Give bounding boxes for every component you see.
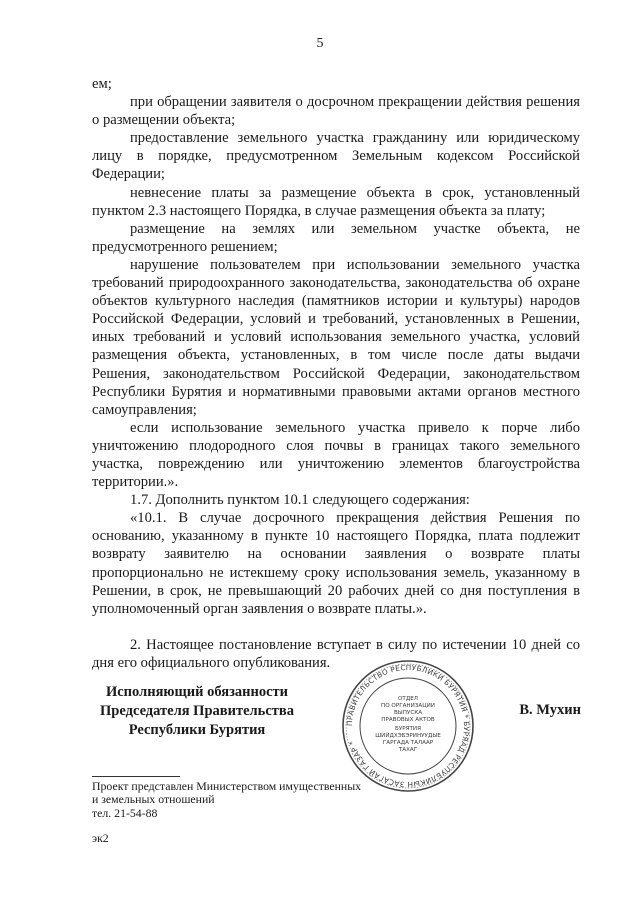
seal-inner-line: ГАРГАДА ТАЛААР	[382, 740, 434, 746]
document-body	[92, 75, 580, 672]
footnote-divider	[92, 776, 180, 777]
signatory-name: В. Мухин	[519, 702, 581, 718]
body-paragraph: нарушение пользователем при использовании земельного участка требований природоохранного законодательства, законодательства об охране объектов культурного наследия (памятников истории и культуры) народов Российской Федерации, условий и требований, установленных в Решении, иных требований и условий использования земельного участка, условий размещения объекта, установленных, в том числе после даты выдачи Решения, законодательством Российской Федерации, законодательством Республики Бурятия и нормативными правовыми актами органов местного самоуправления;	[92, 256, 580, 418]
document-code: эк2	[92, 831, 109, 845]
footnote-line: Проект представлен Министерством имущественных	[92, 779, 362, 793]
seal-inner-line: ПРАВОВЫХ АКТОВ	[381, 717, 435, 723]
seal-outer-text: ПРАВИТЕЛЬСТВО РЕСПУБЛИКИ БУРЯТИЯ * БУРЯАД РЕСПУБЛИКЫН ЗАСАГАЙ ГАЗАР *	[344, 662, 472, 790]
seal-inner-line: ТАХАГ	[398, 747, 418, 753]
official-seal	[340, 658, 476, 794]
body-paragraph: 2. Настоящее постановление вступает в силу по истечении 10 дней со дня его официального опубликования.	[92, 636, 580, 671]
seal-inner-line: ВЫПУСКА	[393, 710, 423, 716]
seal-inner-line: ШИЙДХЭБЭРИНУУДЫЕ	[375, 733, 441, 739]
seal-inner-line: ОТДЕЛ	[398, 696, 418, 702]
seal-inner-line: ПО ОРГАНИЗАЦИИ	[381, 703, 435, 709]
footnote-line: тел. 21-54-88	[92, 805, 158, 820]
signatory-position	[92, 683, 302, 740]
signatory-position-line: Республики Бурятия	[128, 722, 266, 738]
body-paragraph: при обращении заявителя о досрочном прекращении действия решения о размещении объекта;	[92, 94, 580, 129]
body-paragraph: если использование земельного участка привело к порче либо уничтожению плодородного слоя почвы в границах такого земельного участка, повреждению или уничтожению элементов благоустройства территории.».	[92, 419, 580, 491]
body-paragraph: размещение на землях или земельном участке объекта, не предусмотренного решением;	[92, 220, 580, 255]
signatory-position-line: Исполняющий обязанности	[105, 684, 289, 700]
seal-inner-line: БУРЯТИЯ	[395, 726, 421, 732]
body-paragraph: «10.1. В случае досрочного прекращения действия Решения по основанию, указанному в пункте 10 настоящего Порядка, плата подлежит возврату заявителю на основании заявления о возврате платы пропорционально не истекшему сроку использования земель, указанному в Решении, в срок, не превышающий 20 рабочих дней со дня поступления в уполномоченный орган заявления о возврате платы.».	[92, 510, 580, 617]
body-paragraph: предоставление земельного участка гражданину или юридическому лицу в порядке, предусмотренном Земельным кодексом Российской Федерации;	[92, 130, 580, 183]
body-paragraph: невнесение платы за размещение объекта в срок, установленный пунктом 2.3 настоящего Порядка, в случае размещения объекта за плату;	[92, 184, 580, 219]
body-paragraph: 1.7. Дополнить пунктом 10.1 следующего содержания:	[130, 492, 470, 509]
page-number: 5	[316, 36, 324, 51]
footnote-line: и земельных отношений	[92, 792, 215, 807]
body-paragraph: ем;	[92, 76, 112, 92]
signatory-position-line: Председателя Правительства	[100, 703, 294, 719]
footnote	[92, 780, 452, 820]
